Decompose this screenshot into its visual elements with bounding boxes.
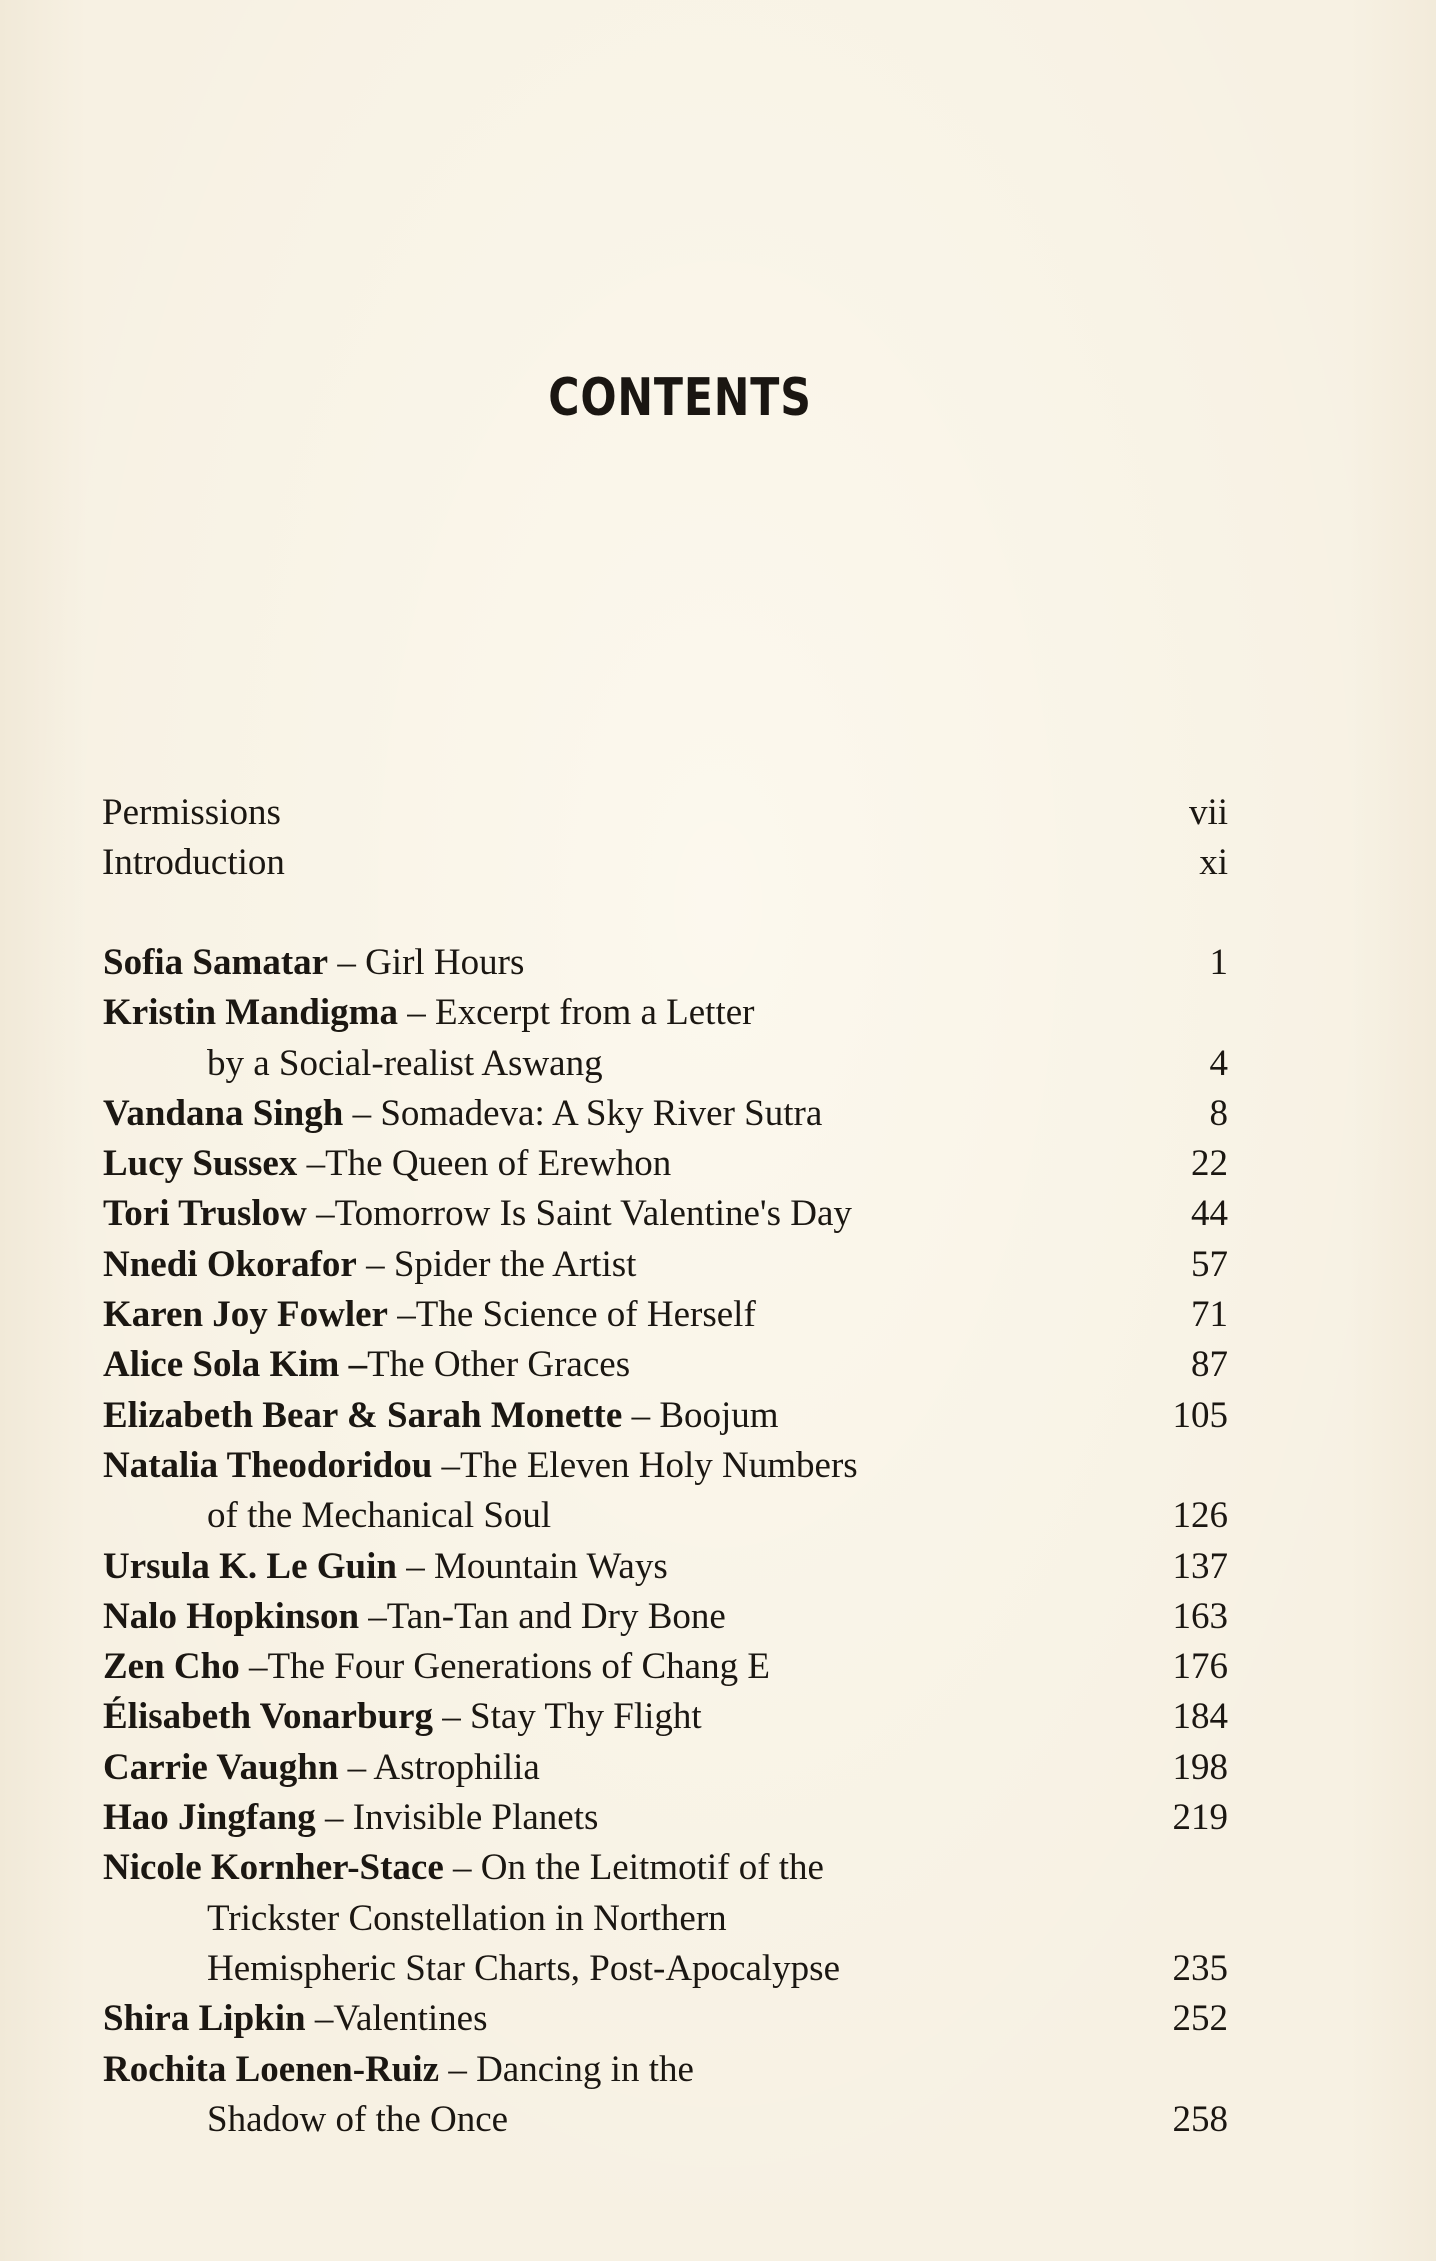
page-number: 1	[1209, 942, 1228, 983]
separator-dash: –	[305, 1998, 334, 2040]
entry-first-line	[103, 938, 1228, 988]
author-name: Lucy Sussex	[103, 1143, 298, 1185]
entry-text	[103, 2045, 694, 2095]
page-number: 71	[1191, 1294, 1228, 1336]
entry-first-line	[103, 1843, 1228, 1893]
entry-first-line	[103, 1994, 1228, 2044]
contents-entry[interactable]	[103, 1089, 1228, 1139]
story-title: Dancing in the	[476, 2048, 694, 2090]
entry-first-line	[103, 1743, 1228, 1793]
entry-text	[103, 1592, 726, 1642]
author-name: Ursula K. Le Guin	[103, 1545, 397, 1587]
story-title: Tan-Tan and Dry Bone	[386, 1595, 726, 1637]
story-title-continued: Hemispheric Star Charts, Post-Apocalypse	[207, 1947, 840, 1989]
author-name: Rochita Loenen-Ruiz	[103, 2048, 440, 2090]
story-title: Invisible Planets	[352, 1797, 599, 1839]
entry-first-line	[103, 2045, 1228, 2095]
entry-text	[103, 1692, 702, 1742]
separator-dash: –	[433, 1696, 471, 1738]
author-name: Nicole Kornher-Stace	[103, 1847, 444, 1889]
page-number: 8	[1209, 1092, 1228, 1134]
story-title: Girl Hours	[365, 942, 525, 983]
story-title-continued: Shadow of the Once	[207, 2098, 509, 2140]
entry-first-line	[103, 1340, 1228, 1390]
front-matter-item[interactable]	[102, 838, 1228, 888]
entry-text	[103, 1340, 630, 1390]
author-name: Kristin Mandigma	[103, 992, 398, 1034]
entry-text	[103, 988, 754, 1038]
entry-first-line	[103, 1240, 1228, 1290]
separator-dash: –	[338, 1746, 374, 1788]
page-number: 252	[1172, 1998, 1228, 2040]
author-name: Alice Sola Kim –	[103, 1344, 368, 1386]
author-name: Carrie Vaughn	[103, 1746, 339, 1788]
entry-text	[103, 1290, 756, 1340]
contents-entry[interactable]	[103, 1994, 1228, 2044]
entry-text	[103, 1240, 636, 1290]
story-title-continued: Trickster Constellation in Northern	[207, 1897, 727, 1939]
page-number: 105	[1172, 1394, 1228, 1436]
page-number: 22	[1191, 1143, 1228, 1185]
page-number: 4	[1209, 1042, 1228, 1084]
author-name: Elizabeth Bear & Sarah Monette	[103, 1394, 623, 1436]
author-name: Élisabeth Vonarburg	[103, 1696, 434, 1738]
entry-continuation-line	[103, 2095, 1228, 2145]
page-number: 219	[1172, 1797, 1228, 1839]
separator-dash: –	[239, 1646, 268, 1688]
entry-first-line	[103, 1692, 1228, 1742]
story-title: Somadeva: A Sky River Sutra	[380, 1092, 823, 1134]
page-number: 126	[1172, 1495, 1228, 1537]
story-title: The Queen of Erewhon	[325, 1143, 672, 1185]
contents-entry[interactable]	[103, 1542, 1228, 1592]
separator-dash: –	[297, 1143, 326, 1185]
author-name: Natalia Theodoridou	[103, 1444, 433, 1486]
entry-text	[103, 1441, 858, 1491]
author-name: Zen Cho	[103, 1646, 240, 1688]
page-number: 57	[1191, 1243, 1228, 1285]
contents-entry[interactable]	[103, 1692, 1228, 1742]
entry-first-line	[103, 1290, 1228, 1340]
contents-entry[interactable]	[103, 1642, 1228, 1692]
entry-first-line	[103, 1441, 1228, 1491]
entry-first-line	[103, 1542, 1228, 1592]
entry-text	[103, 1994, 487, 2044]
story-title: Stay Thy Flight	[470, 1696, 702, 1738]
contents-entry[interactable]	[103, 1592, 1228, 1642]
contents-entry[interactable]	[103, 1139, 1228, 1189]
separator-dash: –	[439, 2048, 477, 2090]
author-name: Sofia Samatar	[103, 942, 329, 983]
entry-text	[103, 1642, 770, 1692]
entry-text	[103, 1793, 598, 1843]
entry-first-line	[103, 988, 1228, 1038]
entry-first-line	[103, 1189, 1228, 1239]
entry-first-line	[103, 1793, 1228, 1843]
author-name: Shira Lipkin	[103, 1998, 306, 2040]
author-name: Nalo Hopkinson	[103, 1595, 360, 1637]
entry-text	[103, 1189, 852, 1239]
separator-dash: –	[359, 1595, 387, 1637]
contents-entry[interactable]	[103, 2045, 1228, 2146]
separator-dash: –	[432, 1444, 461, 1486]
front-matter-label: Introduction	[102, 842, 285, 884]
story-title: Astrophilia	[373, 1746, 540, 1788]
page-number: 198	[1172, 1746, 1228, 1788]
separator-dash: –	[315, 1797, 353, 1839]
page-number: 176	[1172, 1646, 1228, 1688]
author-name: Vandana Singh	[103, 1092, 344, 1134]
contents-entry[interactable]	[103, 988, 1228, 1089]
separator-dash: –	[306, 1193, 335, 1235]
page-number: 258	[1172, 2098, 1228, 2140]
entry-text	[103, 1391, 779, 1441]
entry-first-line	[103, 1391, 1228, 1441]
separator-dash: –	[622, 1394, 660, 1436]
front-matter-list	[102, 788, 1228, 889]
separator-dash: –	[328, 942, 366, 983]
entry-text	[103, 1139, 671, 1189]
page-number: 44	[1191, 1193, 1228, 1235]
story-title-continued: of the Mechanical Soul	[207, 1495, 552, 1537]
contents-entry[interactable]	[103, 1391, 1228, 1441]
separator-dash: –	[343, 1092, 381, 1134]
author-name: Nnedi Okorafor	[103, 1243, 357, 1285]
separator-dash: –	[443, 1847, 481, 1889]
page-number: 137	[1172, 1545, 1228, 1587]
entry-first-line	[103, 1592, 1228, 1642]
entry-first-line	[103, 1089, 1228, 1139]
story-title: The Eleven Holy Numbers	[460, 1444, 858, 1486]
story-title: Spider the Artist	[393, 1243, 637, 1285]
entry-continuation-line	[103, 1039, 1228, 1089]
contents-entry[interactable]	[103, 1793, 1228, 1843]
entry-text	[103, 1843, 824, 1893]
story-title: The Other Graces	[367, 1344, 631, 1386]
separator-dash: –	[387, 1294, 416, 1336]
author-name: Hao Jingfang	[103, 1797, 316, 1839]
story-title: Tomorrow Is Saint Valentine's Day	[334, 1193, 852, 1235]
story-title: The Four Generations of Chang E	[267, 1646, 770, 1688]
entry-text	[103, 938, 524, 988]
page-number: vii	[1188, 792, 1228, 833]
entry-continuation-line	[103, 1944, 1228, 1994]
page-number: 235	[1172, 1947, 1228, 1989]
story-title: On the Leitmotif of the	[480, 1847, 824, 1889]
story-title: The Science of Herself	[415, 1294, 756, 1336]
story-title: Boojum	[659, 1394, 779, 1436]
author-name: Tori Truslow	[103, 1193, 307, 1235]
contents-entry[interactable]	[103, 1743, 1228, 1793]
story-title: Excerpt from a Letter	[435, 992, 755, 1034]
contents-entry[interactable]	[103, 1340, 1228, 1390]
author-name: Karen Joy Fowler	[103, 1294, 388, 1336]
story-title: Valentines	[333, 1998, 488, 2040]
entry-continuation-line	[103, 1894, 1228, 1944]
story-title-continued: by a Social-realist Aswang	[207, 1042, 603, 1084]
entry-text	[103, 1542, 668, 1592]
page-title: CONTENTS	[548, 368, 812, 428]
page-number: 184	[1172, 1696, 1228, 1738]
entry-text	[103, 1089, 822, 1139]
entry-first-line	[103, 1139, 1228, 1189]
front-matter-label: Permissions	[102, 792, 281, 833]
entry-text	[103, 1743, 540, 1793]
contents-entry[interactable]	[103, 938, 1228, 988]
contents-entry[interactable]	[103, 1843, 1228, 1994]
separator-dash: –	[398, 992, 435, 1034]
contents-entry[interactable]	[103, 1441, 1228, 1542]
contents-entry[interactable]	[103, 1189, 1228, 1239]
page-number: xi	[1199, 842, 1228, 884]
contents-entry[interactable]	[103, 1240, 1228, 1290]
entry-continuation-line	[103, 1491, 1228, 1541]
separator-dash: –	[356, 1243, 394, 1285]
front-matter-item[interactable]	[102, 788, 1228, 838]
entry-first-line	[103, 1642, 1228, 1692]
story-title: Mountain Ways	[434, 1545, 668, 1587]
page-number: 87	[1191, 1344, 1228, 1386]
separator-dash: –	[397, 1545, 434, 1587]
contents-entry[interactable]	[103, 1290, 1228, 1340]
page-number: 163	[1172, 1595, 1228, 1637]
contents-list	[103, 938, 1228, 2145]
